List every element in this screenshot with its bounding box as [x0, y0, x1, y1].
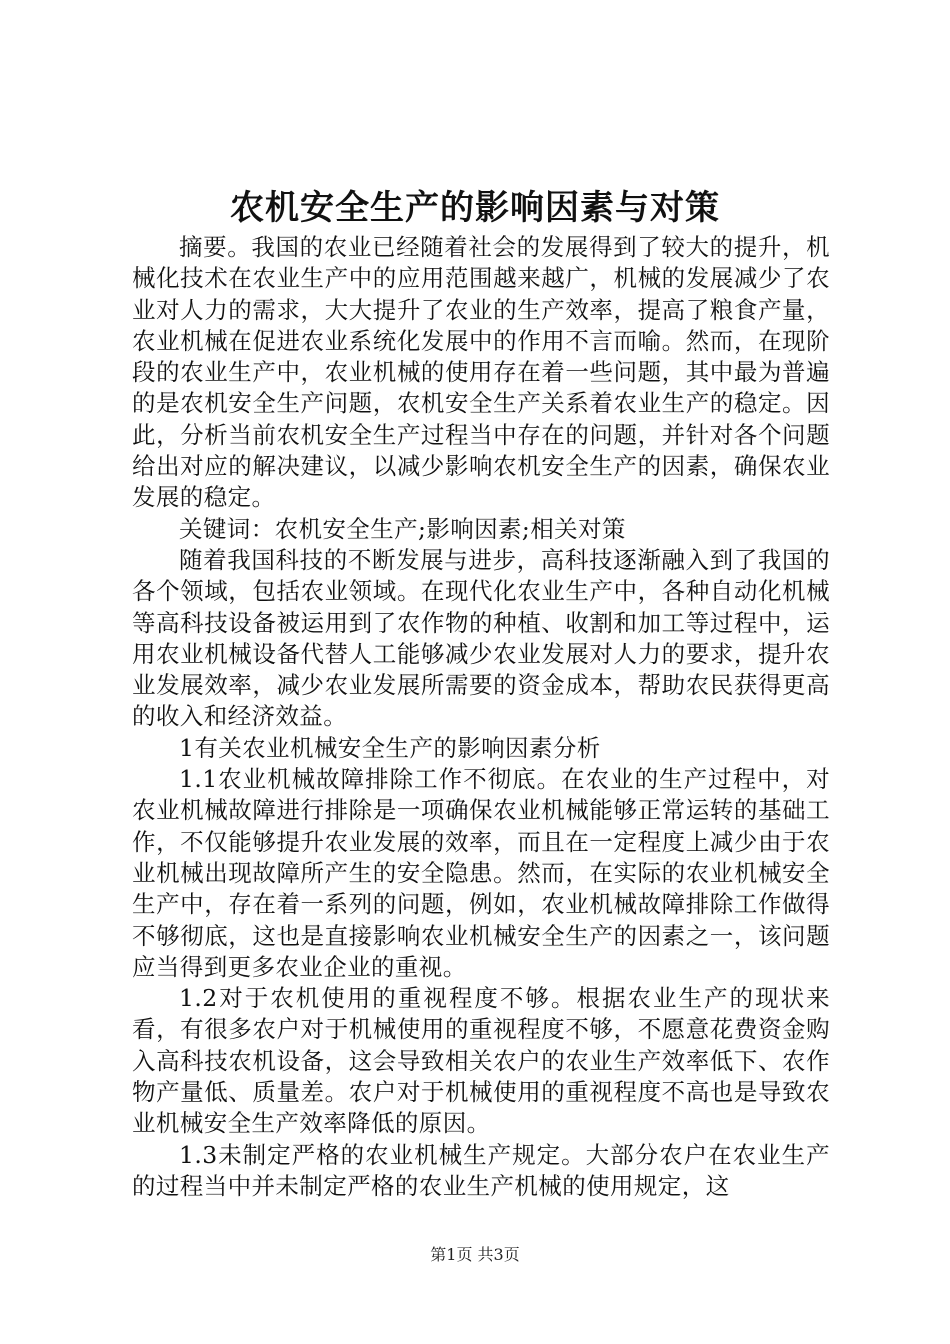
document-title: 农机安全生产的影响因素与对策 [230, 188, 720, 228]
keywords-paragraph: 关键词：农机安全生产;影响因素;相关对策 [179, 514, 626, 543]
page-footer: 第1页 共3页 [430, 1245, 520, 1264]
section-1-3-paragraph: 1.3未制定严格的农业机械生产规定。大部分农户在农业生产的过程当中并未制定严格的农业生产机械的使用规定，这 [132, 1140, 830, 1200]
intro-paragraph: 随着我国科技的不断发展与进步，高科技逐渐融入到了我国的各个领域，包括农业领域。在现代化农业生产中，各种自动化机械等高科技设备被运用到了农作物的种植、收割和加工等过程中，运用农业机械设备代替人工能够减少农业发展对人力的要求，提升农业发展效率，减少农业发展所需要的资金成本，帮助农民获得更高的收入和经济效益。 [132, 545, 830, 731]
section-heading: 1有关农业机械安全生产的影响因素分析 [179, 733, 601, 762]
abstract-paragraph: 摘要。我国的农业已经随着社会的发展得到了较大的提升，机械化技术在农业生产中的应用范围越来越广，机械的发展减少了农业对人力的需求，大大提升了农业的生产效率，提高了粮食产量，农业机械在促进农业系统化发展中的作用不言而喻。然而，在现阶段的农业生产中，农业机械的使用存在着一些问题，其中最为普遍的是农机安全生产问题，农机安全生产关系着农业生产的稳定。因此，分析当前农机安全生产过程当中存在的问题，并针对各个问题给出对应的解决建议，以减少影响农机安全生产的因素，确保农业发展的稳定。 [132, 233, 830, 512]
document-body [132, 232, 830, 1202]
section-1-2-paragraph: 1.2对于农机使用的重视程度不够。根据农业生产的现状来看，有很多农户对于机械使用的重视程度不够，不愿意花费资金购入高科技农机设备，这会导致相关农户的农业生产效率低下、农作物产量低、质量差。农户对于机械使用的重视程度不高也是导致农业机械安全生产效率降低的原因。 [132, 984, 830, 1138]
section-1-1-paragraph: 1.1农业机械故障排除工作不彻底。在农业的生产过程中，对农业机械故障进行排除是一项确保农业机械能够正常运转的基础工作，不仅能够提升农业发展的效率，而且在一定程度上减少由于农业机械出现故障所产生的安全隐患。然而，在实际的农业机械安全生产中，存在着一系列的问题，例如，农业机械故障排除工作做得不够彻底，这也是直接影响农业机械安全生产的因素之一，该问题应当得到更多农业企业的重视。 [132, 765, 830, 981]
